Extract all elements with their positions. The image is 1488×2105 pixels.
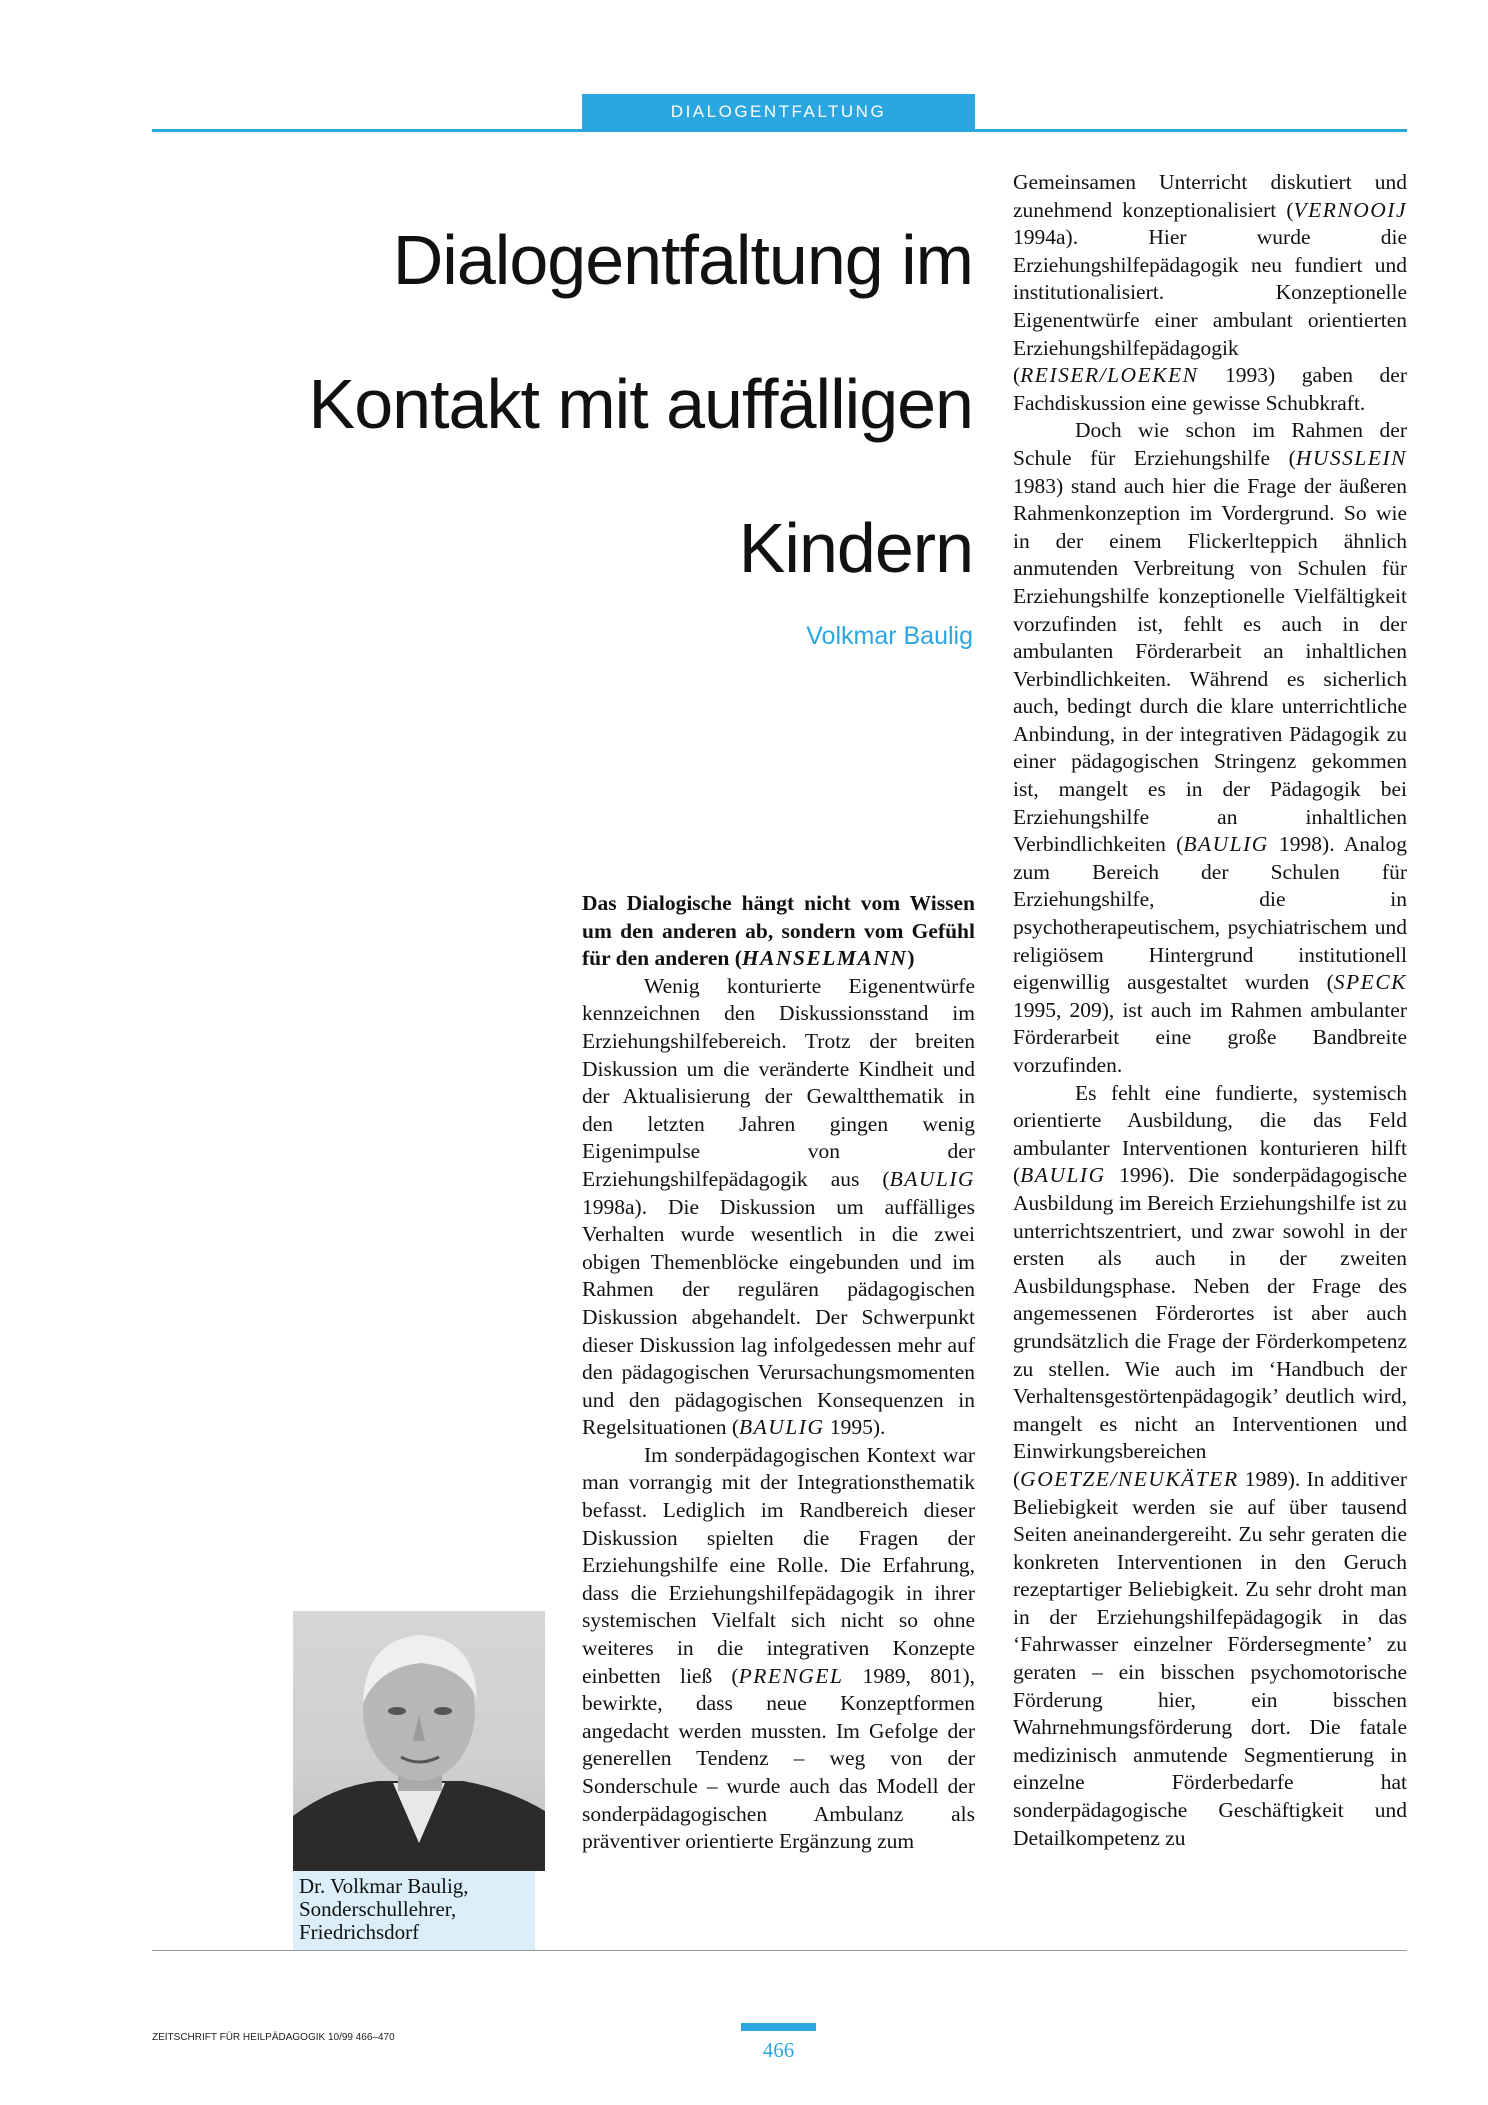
title-line: Kontakt mit auffälligen	[308, 365, 973, 443]
article-title	[153, 188, 973, 620]
section-header-tab: DIALOGENTFALTUNG	[582, 94, 975, 130]
photo-caption: Dr. Volkmar Baulig, Sonderschullehrer, Friedrichsdorf	[293, 1871, 535, 1950]
page-number-bar	[741, 2023, 816, 2031]
column-middle	[582, 890, 975, 1856]
column-right	[1013, 169, 1407, 1852]
paragraph: Gemeinsamen Unterricht diskutiert und zunehmend konzeptionalisiert (VERNOOIJ 1994a). Hier wurde die Erziehungshilfepädagogik neu fundiert und institutionalisiert. Konzeptionelle Eigenentwürfe einer ambulant orientierten Erziehungshilfepädagogik (REISER/LOEKEN 1993) gaben der Fachdiskussion eine gewisse Schubkraft.	[1013, 170, 1407, 415]
paragraph: Im sonderpädagogischen Kontext war man vorrangig mit der Integrationsthematik befasst. Lediglich im Randbereich dieser Diskussion spielten die Fragen der Erziehungshilfe eine Rolle. Die Erfahrung, dass die Erziehungshilfepädagogik in ihrer systemischen Vielfalt sich nicht so ohne weiteres in die integrativen Konzepte einbetten ließ (PRENGEL 1989, 801), bewirkte, dass neue Konzeptformen angedacht werden mussten. Im Gefolge der generellen Tendenz – weg von der Sonderschule – wurde auch das Modell der sonderpädagogischen Ambulanz als präventiver orientierte Ergänzung zum	[582, 1442, 975, 1854]
title-line: Kindern	[738, 509, 973, 587]
title-line: Dialogentfaltung im	[392, 221, 973, 299]
header-rule	[152, 129, 1407, 132]
author-photo	[293, 1611, 545, 1871]
paragraph: Es fehlt eine fundierte, systemisch orientierte Ausbildung, die das Feld ambulanter Interventionen konturieren hilft (BAULIG 1996). Die sonderpädagogische Ausbildung im Bereich Erziehungshilfe ist zu unterrichtszentriert, und zwar sowohl in der ersten als auch in der zweiten Ausbildungsphase. Neben der Frage des angemessenen Förderortes ist aber auch grundsätzlich die Frage der Förderkompetenz zu stellen. Wie auch im ‘Handbuch der Verhaltensgestörtenpädagogik’ deutlich wird, mangelt es nicht an Interventionen und Einwirkungsbereichen (GOETZE/NEUKÄTER 1989). In additiver Beliebigkeit werden sie auf über tausend Seiten aneinandergereiht. Zu sehr geraten die konkreten Interventionen in den Geruch rezeptartiger Beliebigkeit. Zu sehr droht man in der Erziehungshilfepädagogik in das ‘Fahrwasser einzelner Fördersegmente’ zu geraten – ein bisschen psychomotorische Förderung hier, ein bisschen Wahrnehmungsförderung dort. Die fatale medizinisch anmutende Segmentierung in einzelne Förderbedarfe hat sonderpädagogische Geschäftigkeit und Detailkompetenz zu	[1013, 1080, 1407, 1850]
lead-quote: Das Dialogische hängt nicht vom Wissen um den anderen ab, sondern vom Gefühl für den anderen (HANSELMANN)	[582, 891, 975, 971]
paragraph: Wenig konturierte Eigenentwürfe kennzeichnen den Diskussionsstand im Erziehungshilfebereich. Trotz der breiten Diskussion um die veränderte Kindheit und der Aktualisierung der Gewaltthematik in den letzten Jahren gingen wenig Eigenimpulse von der Erziehungshilfepädagogik aus (BAULIG 1998a). Die Diskussion um auffälliges Verhalten wurde wesentlich in die zwei obigen Themenblöcke eingebunden und im Rahmen der regulären pädagogischen Diskussion abgehandelt. Der Schwerpunkt dieser Diskussion lag infolgedessen mehr auf den pädagogischen Verursachungsmomenten und den pädagogischen Konsequenzen in Regelsituationen (BAULIG 1995).	[582, 973, 975, 1440]
journal-citation: ZEITSCHRIFT FÜR HEILPÄDAGOGIK 10/99 466–470	[152, 2032, 395, 2043]
footer-rule	[152, 1950, 1407, 1951]
paragraph: Doch wie schon im Rahmen der Schule für Erziehungshilfe (HUSSLEIN 1983) stand auch hier die Frage der äußeren Rahmenkonzeption im Vordergrund. So wie in der einem Flickerlteppich ähnlich anmutenden Verbreitung von Schulen für Erziehungshilfe konzeptionelle Vielfältigkeit vorzufinden ist, fehlt es auch in der ambulanten Förderarbeit an inhaltlichen Verbindlichkeiten. Während es sicherlich auch, bedingt durch die klare unterrichtliche Anbindung, in der integrativen Pädagogik zu einer pädagogischen Stringenz gekommen ist, mangelt es in der Pädagogik bei Erziehungshilfe an inhaltlichen Verbindlichkeiten (BAULIG 1998). Analog zum Bereich der Schulen für Erziehungshilfe, die in psychotherapeutischem, psychiatrischem und religiösem Hintergrund institutionell eigenwillig ausgestaltet wurden (SPECK 1995, 209), ist auch im Rahmen ambulanter Förderarbeit eine große Bandbreite vorzufinden.	[1013, 418, 1407, 1077]
page-number: 466	[762, 2038, 795, 2062]
article-author: Volkmar Baulig	[806, 622, 973, 650]
